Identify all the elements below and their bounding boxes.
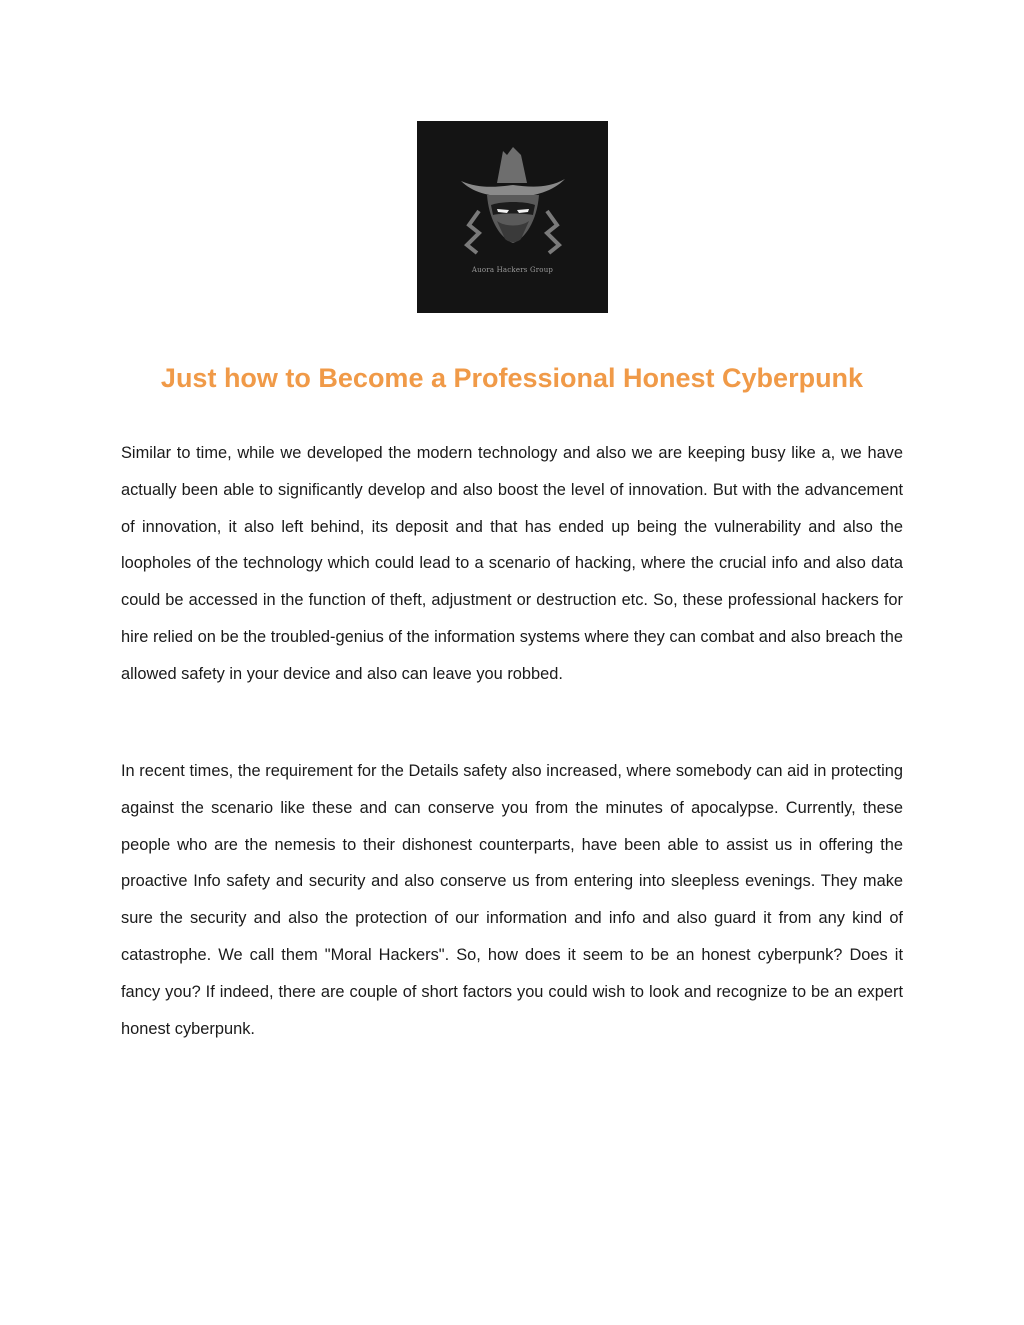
body-paragraph: Similar to time, while we developed the modern technology and also we are keeping busy like a, we have actually been able to significantly develop and also boost the level of innovation. But with the advancement of innovation, it also left behind, its deposit and that has ended up being the vulnerability and also the loopholes of the technology which could lead to a scenario of hacking, where the crucial info and also data could be accessed in the function of theft, adjustment or destruction etc. So, these professional hackers for hire relied on be the troubled-genius of the information systems where they can combat and also breach the allowed safety in your device and also can leave you robbed. [121, 444, 903, 683]
hooded-hacker-icon [417, 121, 608, 313]
logo-caption: Auora Hackers Group [471, 266, 554, 274]
body-paragraph: In recent times, the requirement for the Details safety also increased, where somebody can aid in protecting against the scenario like these and can conserve you from the minutes of apocalypse. Currently, these people who are the nemesis to their dishonest counterparts, have been able to assist us in offering the proactive Info safety and security and also conserve us from entering into sleepless evenings. They make sure the security and also the protection of our information and info and also guard it from any kind of catastrophe. We call them "Moral Hackers". So, how does it seem to be an honest cyberpunk? Does it fancy you? If indeed, there are couple of short factors you could wish to look and recognize to be an expert honest cyberpunk. [121, 762, 903, 1038]
hacker-group-logo [417, 121, 608, 313]
page-title: Just how to Become a Professional Honest Cyberpunk [160, 363, 864, 393]
